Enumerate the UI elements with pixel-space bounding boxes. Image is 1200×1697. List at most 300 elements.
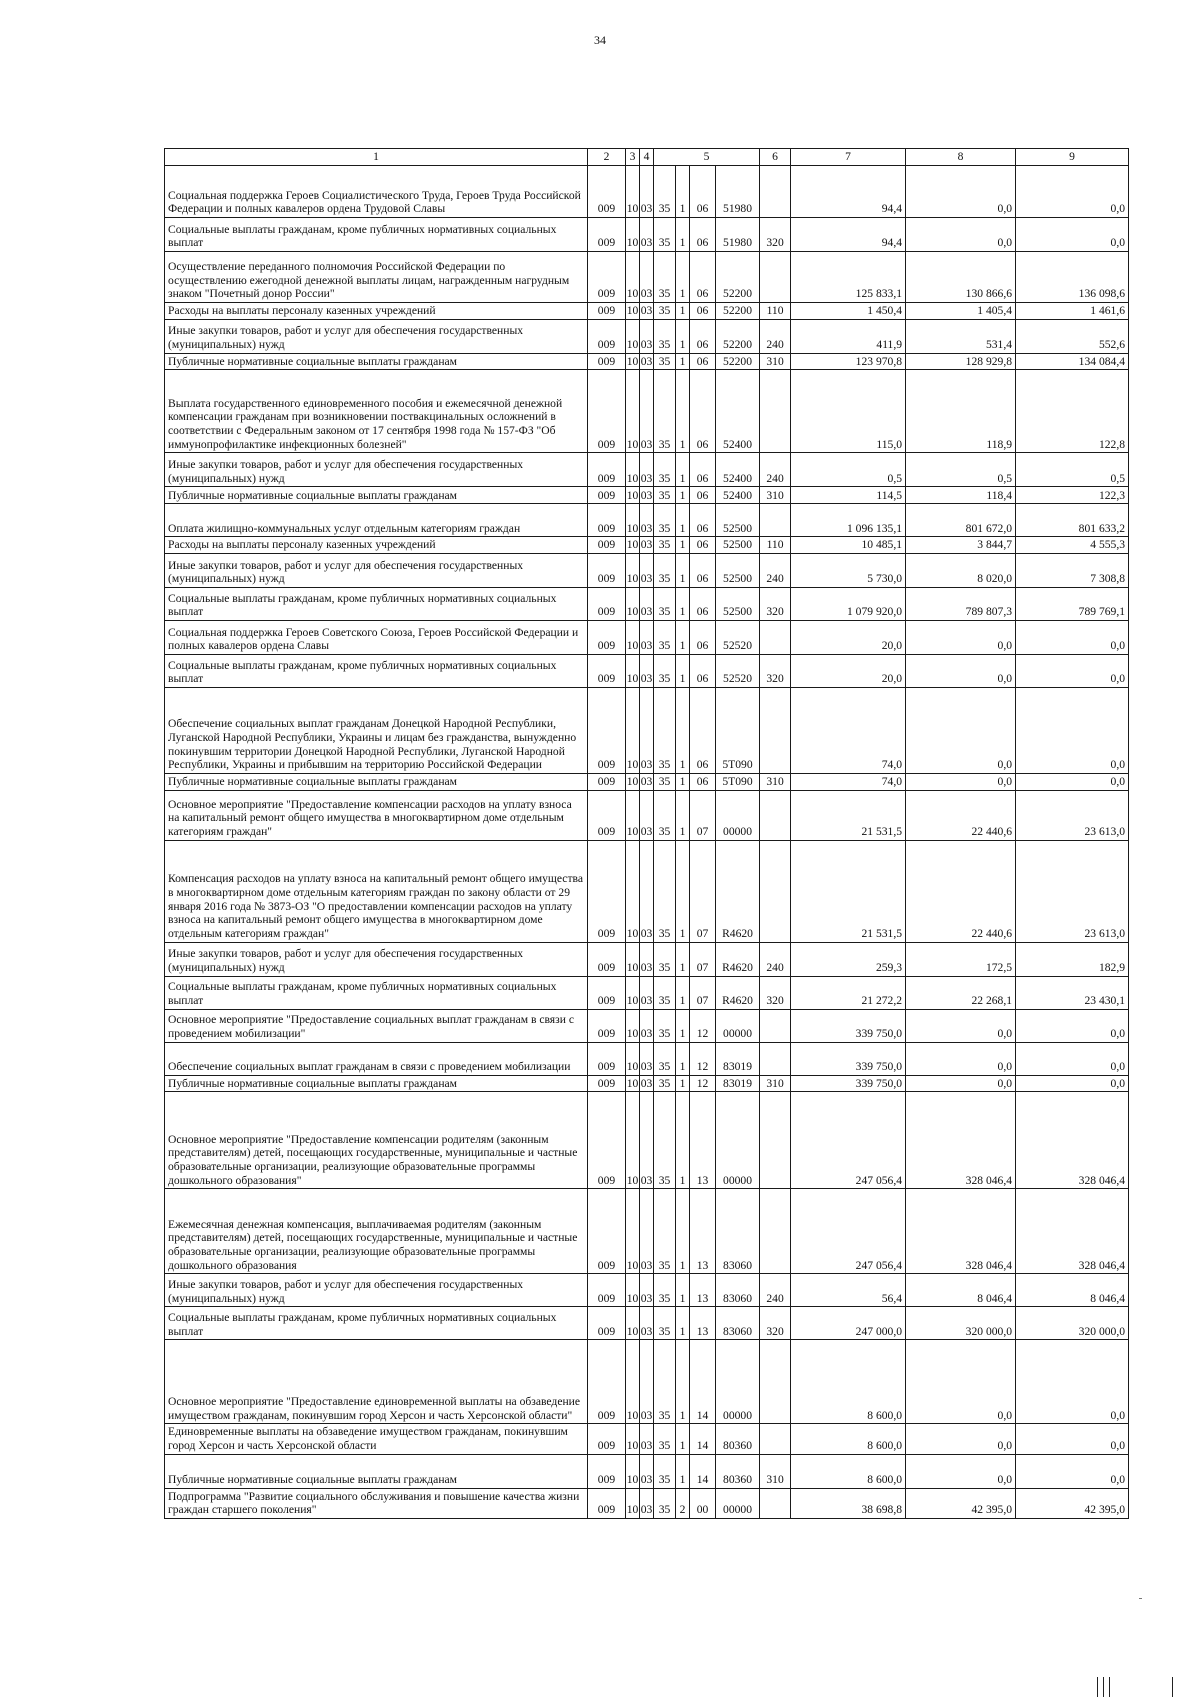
cell-subsection-code: 03	[640, 688, 654, 774]
cell-section-code: 10	[626, 1488, 640, 1518]
cell-amount-year1: 1 079 920,0	[791, 588, 906, 621]
cell-expense-type	[760, 1488, 791, 1518]
cell-expense-type	[760, 840, 791, 942]
table-row	[165, 790, 1129, 840]
cell-ministry-code: 009	[588, 1075, 626, 1092]
page-number: 34	[594, 33, 606, 47]
cell-amount-year2: 118,4	[906, 487, 1016, 504]
cell-amount-year3: 0,0	[1016, 1454, 1129, 1488]
table-row	[165, 1424, 1129, 1454]
cell-subprogram-code: 1	[676, 774, 690, 791]
cell-activity-code: 06	[690, 688, 716, 774]
cell-program-code: 35	[654, 504, 676, 537]
cell-subprogram-code: 2	[676, 1488, 690, 1518]
cell-ministry-code: 009	[588, 774, 626, 791]
cell-subprogram-code: 1	[676, 353, 690, 370]
cell-subsection-code: 03	[640, 487, 654, 504]
cell-subprogram-code: 1	[676, 1092, 690, 1189]
cell-direction-code: 52500	[716, 588, 760, 621]
cell-program-code: 35	[654, 942, 676, 976]
cell-ministry-code: 009	[588, 353, 626, 370]
cell-activity-code: 14	[690, 1424, 716, 1454]
scan-mark	[1103, 1677, 1104, 1697]
cell-amount-year2: 22 268,1	[906, 976, 1016, 1009]
cell-amount-year1: 8 600,0	[791, 1340, 906, 1424]
cell-direction-code: 83060	[716, 1307, 760, 1340]
cell-expense-type	[760, 1042, 791, 1075]
table-row	[165, 319, 1129, 353]
row-name: Подпрограмма "Развитие социального обслуживания и повышение качества жизни граждан старшего поколения"	[165, 1488, 588, 1518]
cell-program-code: 35	[654, 588, 676, 621]
cell-subprogram-code: 1	[676, 688, 690, 774]
row-name: Выплата государственного единовременного пособия и ежемесячной денежной компенсации гражданам при возникновении поствакцинальных осложнений в соответствии с Федеральным законом от 17 сентября 1998 года № 157-ФЗ "Об иммунопрофилактике инфекционных болезней"	[165, 370, 588, 453]
cell-subsection-code: 03	[640, 1042, 654, 1075]
row-name: Оплата жилищно-коммунальных услуг отдельным категориям граждан	[165, 504, 588, 537]
budget-table	[164, 148, 1129, 1519]
cell-ministry-code: 009	[588, 554, 626, 588]
cell-program-code: 35	[654, 218, 676, 252]
cell-amount-year2: 22 440,6	[906, 840, 1016, 942]
cell-amount-year3: 0,0	[1016, 688, 1129, 774]
table-row	[165, 1307, 1129, 1340]
table-row	[165, 554, 1129, 588]
cell-amount-year3: 0,0	[1016, 655, 1129, 688]
cell-amount-year3: 0,0	[1016, 1042, 1129, 1075]
cell-amount-year1: 125 833,1	[791, 252, 906, 303]
cell-amount-year2: 320 000,0	[906, 1307, 1016, 1340]
table-row	[165, 1340, 1129, 1424]
cell-direction-code: 80360	[716, 1454, 760, 1488]
cell-amount-year3: 0,0	[1016, 774, 1129, 791]
cell-amount-year3: 0,0	[1016, 1424, 1129, 1454]
cell-direction-code: 52500	[716, 504, 760, 537]
table-row	[165, 1042, 1129, 1075]
row-name: Иные закупки товаров, работ и услуг для обеспечения государственных (муниципальных) нужд	[165, 1274, 588, 1307]
cell-amount-year1: 247 056,4	[791, 1092, 906, 1189]
cell-subprogram-code: 1	[676, 1009, 690, 1042]
cell-amount-year3: 23 613,0	[1016, 790, 1129, 840]
row-name: Основное мероприятие "Предоставление компенсации родителям (законным представителям) детей, посещающих государственные, муниципальные и частные образовательные организации, реализующие образовательные программы дошкольного образования"	[165, 1092, 588, 1189]
cell-direction-code: 52200	[716, 303, 760, 320]
cell-ministry-code: 009	[588, 655, 626, 688]
cell-program-code: 35	[654, 1274, 676, 1307]
table-row	[165, 303, 1129, 320]
cell-direction-code: 00000	[716, 1009, 760, 1042]
cell-program-code: 35	[654, 1092, 676, 1189]
cell-amount-year1: 8 600,0	[791, 1424, 906, 1454]
cell-section-code: 10	[626, 504, 640, 537]
cell-ministry-code: 009	[588, 303, 626, 320]
cell-program-code: 35	[654, 303, 676, 320]
cell-amount-year1: 8 600,0	[791, 1454, 906, 1488]
cell-expense-type: 110	[760, 537, 791, 554]
header-cell-5: 5	[654, 149, 760, 166]
cell-ministry-code: 009	[588, 319, 626, 353]
row-name: Публичные нормативные социальные выплаты гражданам	[165, 1454, 588, 1488]
cell-ministry-code: 009	[588, 790, 626, 840]
header-cell-4: 4	[640, 149, 654, 166]
cell-amount-year2: 0,5	[906, 453, 1016, 487]
cell-amount-year1: 1 450,4	[791, 303, 906, 320]
cell-program-code: 35	[654, 1340, 676, 1424]
cell-amount-year3: 23 430,1	[1016, 976, 1129, 1009]
cell-activity-code: 07	[690, 840, 716, 942]
cell-activity-code: 06	[690, 588, 716, 621]
table-row	[165, 942, 1129, 976]
cell-section-code: 10	[626, 252, 640, 303]
cell-program-code: 35	[654, 774, 676, 791]
row-name: Основное мероприятие "Предоставление социальных выплат гражданам в связи с проведением мобилизации"	[165, 1009, 588, 1042]
row-name: Публичные нормативные социальные выплаты гражданам	[165, 487, 588, 504]
cell-subprogram-code: 1	[676, 1454, 690, 1488]
cell-activity-code: 06	[690, 487, 716, 504]
cell-ministry-code: 009	[588, 1189, 626, 1274]
row-name: Социальные выплаты гражданам, кроме публичных нормативных социальных выплат	[165, 218, 588, 252]
cell-activity-code: 06	[690, 655, 716, 688]
cell-amount-year2: 0,0	[906, 1340, 1016, 1424]
cell-expense-type	[760, 252, 791, 303]
cell-subprogram-code: 1	[676, 588, 690, 621]
table-row	[165, 218, 1129, 252]
table-row	[165, 1189, 1129, 1274]
cell-section-code: 10	[626, 487, 640, 504]
cell-activity-code: 06	[690, 621, 716, 655]
cell-ministry-code: 009	[588, 166, 626, 218]
cell-amount-year2: 118,9	[906, 370, 1016, 453]
table-row	[165, 1075, 1129, 1092]
cell-subprogram-code: 1	[676, 1424, 690, 1454]
cell-subsection-code: 03	[640, 976, 654, 1009]
cell-amount-year2: 128 929,8	[906, 353, 1016, 370]
cell-activity-code: 06	[690, 303, 716, 320]
cell-ministry-code: 009	[588, 840, 626, 942]
row-name: Социальные выплаты гражданам, кроме публичных нормативных социальных выплат	[165, 976, 588, 1009]
row-name: Обеспечение социальных выплат гражданам в связи с проведением мобилизации	[165, 1042, 588, 1075]
cell-amount-year2: 0,0	[906, 218, 1016, 252]
cell-subsection-code: 03	[640, 554, 654, 588]
cell-activity-code: 06	[690, 774, 716, 791]
cell-direction-code: 83019	[716, 1042, 760, 1075]
row-name: Компенсация расходов на уплату взноса на капитальный ремонт общего имущества в многоквартирном доме отдельным категориям граждан по закону области от 29 января 2016 года № 3873-ОЗ "О предоставлении компенсации расходов на уплату взноса на капитальный ремонт общего имущества в многоквартирном доме отдельным категориям граждан"	[165, 840, 588, 942]
cell-amount-year3: 801 633,2	[1016, 504, 1129, 537]
cell-amount-year1: 20,0	[791, 655, 906, 688]
table-row	[165, 1488, 1129, 1518]
cell-amount-year1: 94,4	[791, 218, 906, 252]
cell-expense-type	[760, 1340, 791, 1424]
cell-subprogram-code: 1	[676, 453, 690, 487]
cell-subsection-code: 03	[640, 453, 654, 487]
cell-amount-year2: 0,0	[906, 1042, 1016, 1075]
cell-expense-type: 240	[760, 554, 791, 588]
cell-direction-code: 00000	[716, 1340, 760, 1424]
cell-amount-year1: 259,3	[791, 942, 906, 976]
cell-section-code: 10	[626, 790, 640, 840]
table-body	[165, 149, 1129, 1519]
cell-subprogram-code: 1	[676, 942, 690, 976]
cell-program-code: 35	[654, 1009, 676, 1042]
cell-subprogram-code: 1	[676, 790, 690, 840]
table-row	[165, 1092, 1129, 1189]
scan-mark	[1097, 1677, 1098, 1697]
cell-amount-year1: 38 698,8	[791, 1488, 906, 1518]
cell-ministry-code: 009	[588, 1009, 626, 1042]
cell-activity-code: 14	[690, 1454, 716, 1488]
cell-ministry-code: 009	[588, 1092, 626, 1189]
cell-expense-type: 320	[760, 976, 791, 1009]
cell-expense-type	[760, 688, 791, 774]
cell-expense-type: 320	[760, 588, 791, 621]
cell-subsection-code: 03	[640, 303, 654, 320]
cell-ministry-code: 009	[588, 688, 626, 774]
cell-section-code: 10	[626, 453, 640, 487]
scan-mark	[1109, 1677, 1110, 1697]
cell-amount-year3: 8 046,4	[1016, 1274, 1129, 1307]
cell-expense-type	[760, 790, 791, 840]
cell-subsection-code: 03	[640, 1009, 654, 1042]
cell-program-code: 35	[654, 319, 676, 353]
cell-amount-year3: 136 098,6	[1016, 252, 1129, 303]
cell-section-code: 10	[626, 1424, 640, 1454]
cell-amount-year1: 74,0	[791, 688, 906, 774]
cell-amount-year3: 0,0	[1016, 1009, 1129, 1042]
cell-direction-code: 52200	[716, 252, 760, 303]
cell-direction-code: 52520	[716, 655, 760, 688]
cell-amount-year2: 172,5	[906, 942, 1016, 976]
cell-program-code: 35	[654, 537, 676, 554]
header-cell-1: 1	[165, 149, 588, 166]
cell-amount-year1: 1 096 135,1	[791, 504, 906, 537]
cell-section-code: 10	[626, 1009, 640, 1042]
cell-section-code: 10	[626, 1274, 640, 1307]
cell-subsection-code: 03	[640, 370, 654, 453]
row-name: Социальная поддержка Героев Советского Союза, Героев Российской Федерации и полных кавалеров ордена Славы	[165, 621, 588, 655]
cell-amount-year2: 0,0	[906, 621, 1016, 655]
cell-subprogram-code: 1	[676, 976, 690, 1009]
cell-amount-year3: 0,0	[1016, 1340, 1129, 1424]
cell-amount-year3: 4 555,3	[1016, 537, 1129, 554]
cell-amount-year3: 122,8	[1016, 370, 1129, 453]
cell-ministry-code: 009	[588, 487, 626, 504]
cell-amount-year3: 789 769,1	[1016, 588, 1129, 621]
row-name: Иные закупки товаров, работ и услуг для обеспечения государственных (муниципальных) нужд	[165, 554, 588, 588]
table-row	[165, 976, 1129, 1009]
cell-expense-type	[760, 1092, 791, 1189]
cell-amount-year1: 21 531,5	[791, 790, 906, 840]
cell-direction-code: 52400	[716, 370, 760, 453]
cell-expense-type: 320	[760, 655, 791, 688]
cell-subsection-code: 03	[640, 1307, 654, 1340]
cell-amount-year1: 339 750,0	[791, 1075, 906, 1092]
cell-subsection-code: 03	[640, 655, 654, 688]
cell-expense-type: 110	[760, 303, 791, 320]
cell-activity-code: 12	[690, 1009, 716, 1042]
table-row	[165, 840, 1129, 942]
cell-expense-type: 240	[760, 453, 791, 487]
cell-subprogram-code: 1	[676, 1042, 690, 1075]
cell-activity-code: 07	[690, 942, 716, 976]
cell-subprogram-code: 1	[676, 621, 690, 655]
table-row	[165, 252, 1129, 303]
cell-program-code: 35	[654, 1454, 676, 1488]
cell-amount-year2: 0,0	[906, 774, 1016, 791]
cell-subsection-code: 03	[640, 588, 654, 621]
cell-section-code: 10	[626, 1075, 640, 1092]
row-name: Осуществление переданного полномочия Российской Федерации по осуществлению ежегодной денежной выплаты лицам, награжденным нагрудным знаком "Почетный донор России"	[165, 252, 588, 303]
cell-amount-year2: 0,0	[906, 655, 1016, 688]
cell-subsection-code: 03	[640, 252, 654, 303]
cell-section-code: 10	[626, 218, 640, 252]
cell-activity-code: 13	[690, 1189, 716, 1274]
cell-direction-code: 52200	[716, 319, 760, 353]
cell-amount-year2: 0,0	[906, 1454, 1016, 1488]
cell-expense-type: 320	[760, 218, 791, 252]
cell-program-code: 35	[654, 554, 676, 588]
scan-mark	[1172, 1677, 1173, 1697]
cell-amount-year2: 3 844,7	[906, 537, 1016, 554]
cell-amount-year2: 0,0	[906, 166, 1016, 218]
cell-activity-code: 06	[690, 537, 716, 554]
cell-ministry-code: 009	[588, 942, 626, 976]
cell-ministry-code: 009	[588, 588, 626, 621]
table-row	[165, 537, 1129, 554]
cell-ministry-code: 009	[588, 453, 626, 487]
cell-subprogram-code: 1	[676, 487, 690, 504]
cell-subprogram-code: 1	[676, 166, 690, 218]
cell-subsection-code: 03	[640, 774, 654, 791]
cell-activity-code: 06	[690, 218, 716, 252]
cell-amount-year3: 42 395,0	[1016, 1488, 1129, 1518]
cell-ministry-code: 009	[588, 1488, 626, 1518]
cell-direction-code: 52400	[716, 487, 760, 504]
cell-direction-code: 52400	[716, 453, 760, 487]
cell-program-code: 35	[654, 1488, 676, 1518]
header-cell-9: 9	[1016, 149, 1129, 166]
cell-amount-year1: 94,4	[791, 166, 906, 218]
cell-amount-year1: 0,5	[791, 453, 906, 487]
cell-amount-year3: 23 613,0	[1016, 840, 1129, 942]
cell-ministry-code: 009	[588, 1042, 626, 1075]
table-row	[165, 655, 1129, 688]
cell-section-code: 10	[626, 655, 640, 688]
cell-subprogram-code: 1	[676, 319, 690, 353]
row-name: Основное мероприятие "Предоставление единовременной выплаты на обзаведение имуществом гражданам, покинувшим город Херсон и часть Херсонской области"	[165, 1340, 588, 1424]
cell-amount-year1: 411,9	[791, 319, 906, 353]
cell-amount-year2: 0,0	[906, 1009, 1016, 1042]
table-row	[165, 487, 1129, 504]
cell-direction-code: 52500	[716, 537, 760, 554]
header-row	[165, 149, 1129, 166]
row-name: Основное мероприятие "Предоставление компенсации расходов на уплату взноса на капитальный ремонт общего имущества в многоквартирном доме отдельным категориям граждан"	[165, 790, 588, 840]
cell-activity-code: 06	[690, 504, 716, 537]
header-cell-3: 3	[626, 149, 640, 166]
cell-program-code: 35	[654, 621, 676, 655]
cell-program-code: 35	[654, 353, 676, 370]
cell-section-code: 10	[626, 537, 640, 554]
cell-section-code: 10	[626, 1307, 640, 1340]
cell-activity-code: 06	[690, 554, 716, 588]
cell-direction-code: R4620	[716, 976, 760, 1009]
cell-expense-type: 310	[760, 487, 791, 504]
cell-section-code: 10	[626, 942, 640, 976]
row-name: Публичные нормативные социальные выплаты гражданам	[165, 1075, 588, 1092]
cell-program-code: 35	[654, 840, 676, 942]
cell-subsection-code: 03	[640, 319, 654, 353]
cell-amount-year3: 552,6	[1016, 319, 1129, 353]
cell-direction-code: 52520	[716, 621, 760, 655]
cell-amount-year1: 114,5	[791, 487, 906, 504]
cell-program-code: 35	[654, 487, 676, 504]
cell-section-code: 10	[626, 1042, 640, 1075]
cell-amount-year1: 10 485,1	[791, 537, 906, 554]
cell-section-code: 10	[626, 976, 640, 1009]
cell-direction-code: R4620	[716, 942, 760, 976]
cell-amount-year2: 42 395,0	[906, 1488, 1016, 1518]
cell-program-code: 35	[654, 1189, 676, 1274]
cell-subprogram-code: 1	[676, 554, 690, 588]
cell-subsection-code: 03	[640, 1424, 654, 1454]
cell-amount-year2: 328 046,4	[906, 1092, 1016, 1189]
row-name: Иные закупки товаров, работ и услуг для обеспечения государственных (муниципальных) нужд	[165, 453, 588, 487]
cell-direction-code: 51980	[716, 218, 760, 252]
cell-amount-year2: 801 672,0	[906, 504, 1016, 537]
cell-activity-code: 13	[690, 1092, 716, 1189]
table-row	[165, 504, 1129, 537]
cell-ministry-code: 009	[588, 1424, 626, 1454]
cell-amount-year2: 22 440,6	[906, 790, 1016, 840]
cell-activity-code: 07	[690, 790, 716, 840]
cell-expense-type	[760, 621, 791, 655]
cell-subprogram-code: 1	[676, 655, 690, 688]
cell-program-code: 35	[654, 1424, 676, 1454]
cell-direction-code: 83060	[716, 1189, 760, 1274]
cell-direction-code: 00000	[716, 1488, 760, 1518]
cell-section-code: 10	[626, 688, 640, 774]
cell-ministry-code: 009	[588, 252, 626, 303]
cell-subsection-code: 03	[640, 840, 654, 942]
cell-expense-type: 240	[760, 942, 791, 976]
cell-program-code: 35	[654, 655, 676, 688]
cell-activity-code: 14	[690, 1340, 716, 1424]
row-name: Ежемесячная денежная компенсация, выплачиваемая родителям (законным представителям) детей, посещающих государственные, муниципальные и частные образовательные организации, реализующие образовательные программы дошкольного образования	[165, 1189, 588, 1274]
cell-expense-type: 310	[760, 1075, 791, 1092]
row-name: Обеспечение социальных выплат гражданам Донецкой Народной Республики, Луганской Народной Республики, Украины и лицам без гражданства, вынужденно покинувшим территории Донецкой Народной Республики, Луганской Народной Республики, Украины и прибывшим на территорию Российской Федерации	[165, 688, 588, 774]
cell-amount-year3: 1 461,6	[1016, 303, 1129, 320]
cell-section-code: 10	[626, 554, 640, 588]
table-row	[165, 370, 1129, 453]
table-row	[165, 1274, 1129, 1307]
cell-activity-code: 06	[690, 252, 716, 303]
cell-ministry-code: 009	[588, 370, 626, 453]
cell-amount-year2: 0,0	[906, 1075, 1016, 1092]
cell-subsection-code: 03	[640, 1189, 654, 1274]
cell-direction-code: 5Т090	[716, 688, 760, 774]
cell-ministry-code: 009	[588, 621, 626, 655]
cell-section-code: 10	[626, 774, 640, 791]
cell-subsection-code: 03	[640, 1340, 654, 1424]
cell-section-code: 10	[626, 353, 640, 370]
cell-direction-code: R4620	[716, 840, 760, 942]
cell-expense-type: 320	[760, 1307, 791, 1340]
cell-ministry-code: 009	[588, 1274, 626, 1307]
cell-subsection-code: 03	[640, 353, 654, 370]
cell-activity-code: 06	[690, 453, 716, 487]
row-name: Социальные выплаты гражданам, кроме публичных нормативных социальных выплат	[165, 1307, 588, 1340]
cell-subsection-code: 03	[640, 504, 654, 537]
header-cell-2: 2	[588, 149, 626, 166]
cell-amount-year1: 339 750,0	[791, 1009, 906, 1042]
cell-program-code: 35	[654, 976, 676, 1009]
cell-subprogram-code: 1	[676, 504, 690, 537]
